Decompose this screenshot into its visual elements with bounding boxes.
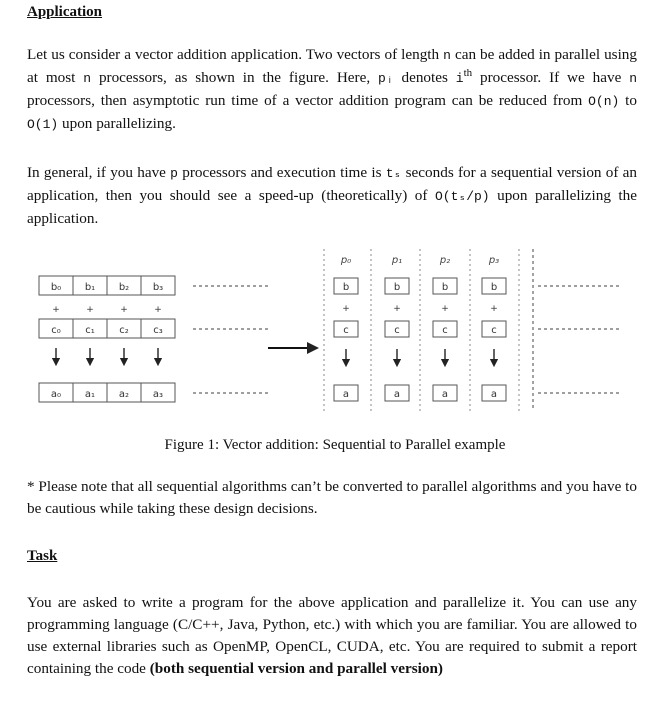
p3-label: p₃ xyxy=(488,255,500,266)
c2-label: c₂ xyxy=(119,325,129,336)
b1-label: b₁ xyxy=(84,282,96,293)
svg-text:b: b xyxy=(490,282,498,293)
svg-text:a: a xyxy=(342,389,350,400)
svg-text:c: c xyxy=(442,325,448,336)
var-p: p xyxy=(170,166,178,181)
svg-text:+: + xyxy=(393,304,401,314)
svg-text:a: a xyxy=(490,389,498,400)
complexity-on: O(n) xyxy=(588,94,620,109)
svg-text:a: a xyxy=(393,389,401,400)
var-i: i xyxy=(455,71,464,86)
svg-text:+: + xyxy=(86,305,94,315)
vector-addition-figure xyxy=(0,245,670,415)
task-paragraph: You are asked to write a program for the above application and parallelize it. You can use any programming language (C/C++, Java, Python, etc.) with which you are familiar. You are allowed to use external libraries such as OpenMP, OpenCL, CUDA, etc. You are required to submit a report containing the code (both sequential version and parallel version) xyxy=(27,594,637,677)
down-arrows-sequential xyxy=(56,348,158,362)
svg-text:+: + xyxy=(490,304,498,314)
svg-text:c: c xyxy=(394,325,400,336)
svg-text:b: b xyxy=(342,282,350,293)
figure-caption: Figure 1: Vector addition: Sequential to Parallel example xyxy=(164,437,506,453)
svg-text:a: a xyxy=(441,389,449,400)
b-vector-row xyxy=(39,276,175,295)
var-ts: tₛ xyxy=(385,166,402,181)
c3-label: c₃ xyxy=(153,325,163,336)
var-n: n xyxy=(443,48,451,63)
svg-text:+: + xyxy=(441,304,449,314)
var-pi: pᵢ xyxy=(378,71,394,86)
a3-label: a₃ xyxy=(152,389,164,400)
a2-label: a₂ xyxy=(118,389,130,400)
a1-label: a₁ xyxy=(84,389,96,400)
svg-text:b: b xyxy=(441,282,449,293)
svg-text:+: + xyxy=(120,305,128,315)
svg-text:b: b xyxy=(393,282,401,293)
parallel-a-cells xyxy=(334,385,506,401)
svg-text:+: + xyxy=(342,304,350,314)
continuation-dots-sequential xyxy=(193,286,270,393)
parallel-diagram xyxy=(324,249,622,411)
p2-label: p₂ xyxy=(439,255,451,266)
a-vector-row xyxy=(39,383,175,402)
c1-label: c₁ xyxy=(85,325,95,336)
note-paragraph: * Please note that all sequential algorithms can’t be converted to parallel algorithms and you have to be cautious while taking these design decisions. xyxy=(27,478,637,517)
var-n: n xyxy=(83,71,92,86)
speedup-paragraph: In general, if you have p processors and execution time is tₛ seconds for a sequential version of an application, then you should see a speed-up (theoretically) of O(tₛ/p) upon parallelizing the application. xyxy=(27,164,638,227)
plus-row xyxy=(52,305,162,315)
sequential-diagram xyxy=(39,276,270,402)
p1-label: p₁ xyxy=(391,255,403,266)
b0-label: b₀ xyxy=(50,282,62,293)
a0-label: a₀ xyxy=(50,389,62,400)
svg-text:c: c xyxy=(491,325,497,336)
task-emphasis: (both sequential version and parallel version) xyxy=(149,660,443,677)
svg-text:c: c xyxy=(343,325,349,336)
speedup-formula: O(tₛ/p) xyxy=(434,189,490,204)
intro-paragraph: Let us consider a vector addition application. Two vectors of length n can be added in parallel using at most n processors, as shown in the figure. Here, pᵢ denotes $i^{th}$ processor. If we have n processors, then asymptotic run time of a vector addition program can be reduced from O(n) to O(1) upon parallelizing. xyxy=(27,46,637,132)
var-n: n xyxy=(629,71,637,86)
b3-label: b₃ xyxy=(152,282,164,293)
c-vector-row xyxy=(39,319,175,338)
task-heading: Task xyxy=(27,548,58,564)
p0-label: p₀ xyxy=(340,255,352,266)
c0-label: c₀ xyxy=(51,325,61,336)
continuation-dots-parallel xyxy=(533,249,622,411)
svg-text:+: + xyxy=(154,305,162,315)
svg-text:+: + xyxy=(52,305,60,315)
b2-label: b₂ xyxy=(118,282,130,293)
complexity-o1: O(1) xyxy=(27,117,59,132)
application-heading: Application xyxy=(27,4,103,20)
